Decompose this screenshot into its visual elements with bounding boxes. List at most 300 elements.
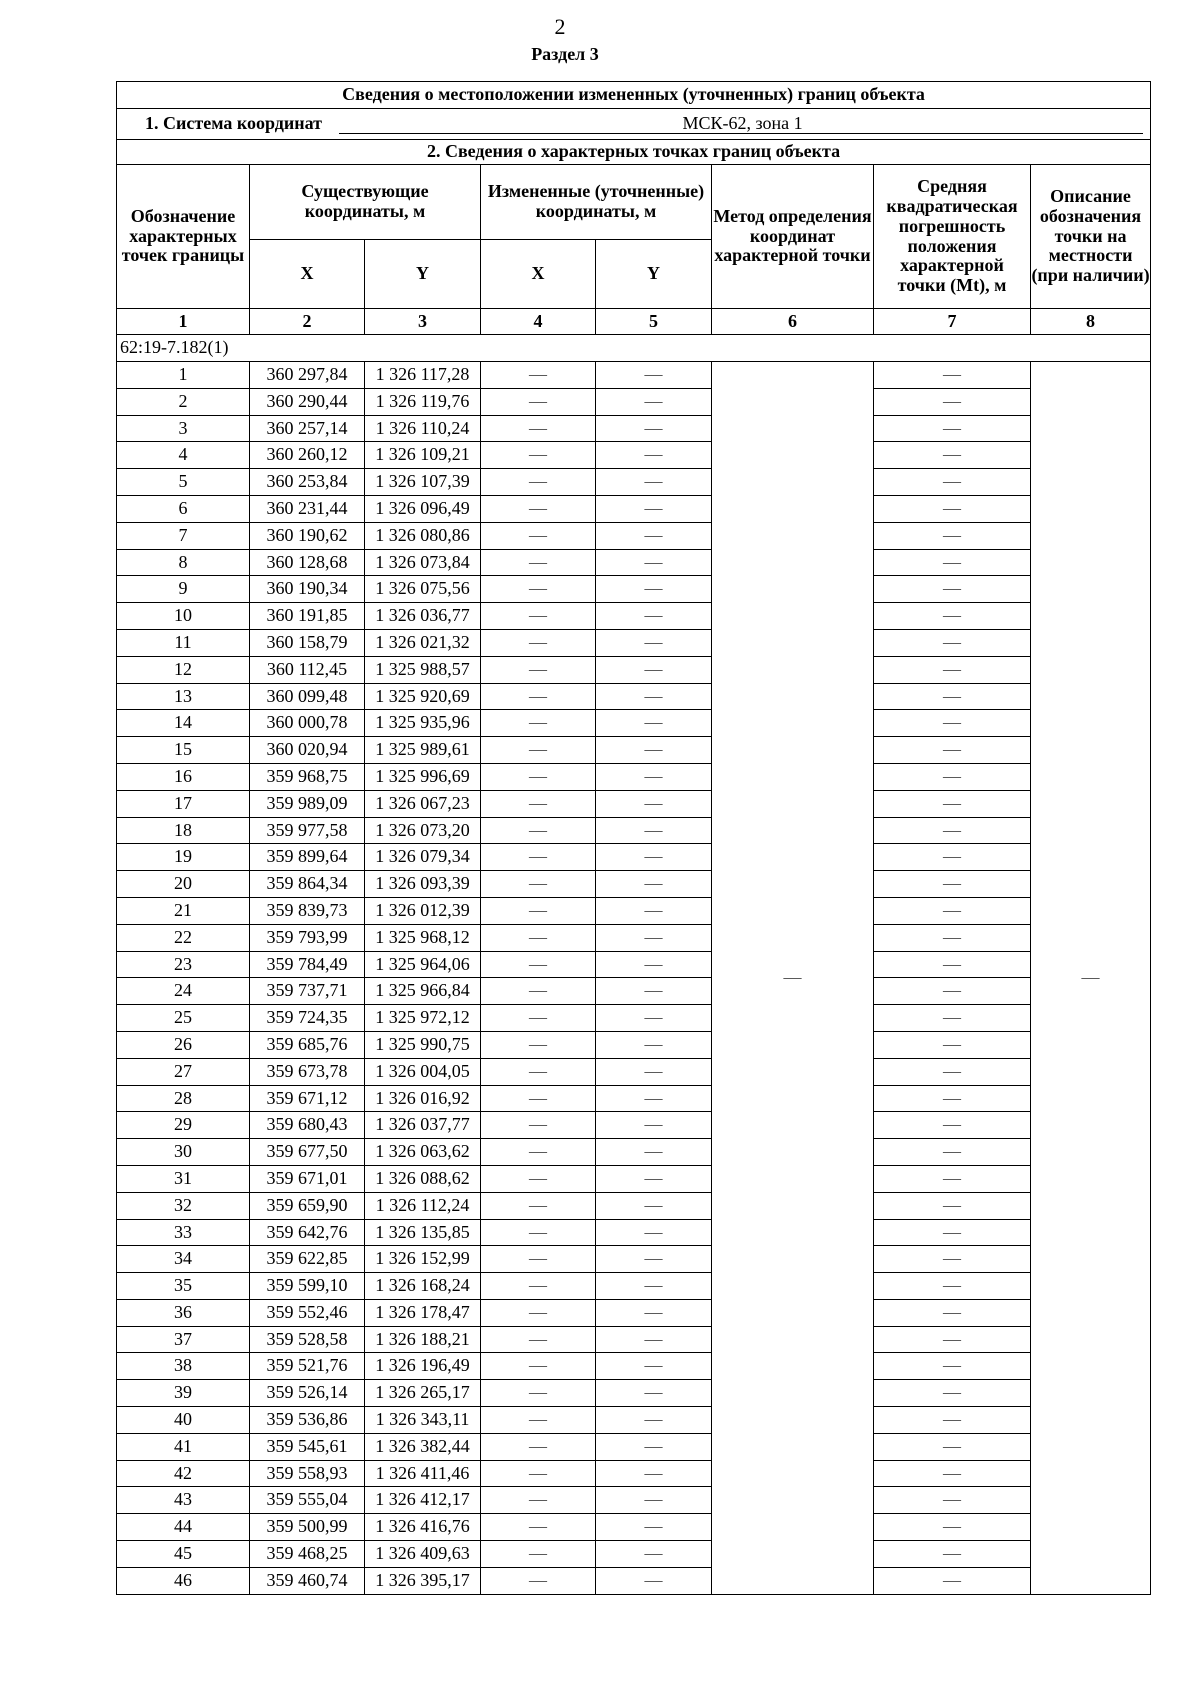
- existing-y: 1 326 395,17: [365, 1567, 481, 1594]
- table-row: [117, 844, 1151, 871]
- existing-x: 359 685,76: [250, 1031, 365, 1058]
- existing-x: 359 671,12: [250, 1085, 365, 1112]
- changed-x: —: [481, 1299, 596, 1326]
- error-mt: —: [874, 1139, 1031, 1166]
- column-number: 3: [365, 309, 481, 335]
- changed-x: —: [481, 790, 596, 817]
- changed-y: —: [596, 442, 712, 469]
- coord-system-cell: [117, 109, 1151, 140]
- boundary-points-table: [116, 81, 1151, 1595]
- existing-x: 359 737,71: [250, 978, 365, 1005]
- existing-x: 359 989,09: [250, 790, 365, 817]
- table-row: [117, 871, 1151, 898]
- point-number: 21: [117, 897, 250, 924]
- point-number: 33: [117, 1219, 250, 1246]
- point-number: 6: [117, 495, 250, 522]
- table-row: [117, 1273, 1151, 1300]
- existing-y: 1 326 343,11: [365, 1407, 481, 1434]
- changed-y: —: [596, 1353, 712, 1380]
- point-number: 17: [117, 790, 250, 817]
- changed-y: —: [596, 817, 712, 844]
- point-number: 27: [117, 1058, 250, 1085]
- changed-y: —: [596, 1487, 712, 1514]
- error-mt: —: [874, 1353, 1031, 1380]
- changed-y: —: [596, 656, 712, 683]
- error-mt: —: [874, 1433, 1031, 1460]
- changed-x: —: [481, 469, 596, 496]
- header-changed-coords: Измененные (уточненные) координаты, м: [481, 165, 712, 240]
- error-mt: —: [874, 871, 1031, 898]
- table-row: [117, 683, 1151, 710]
- error-mt: —: [874, 1246, 1031, 1273]
- changed-x: —: [481, 1085, 596, 1112]
- existing-x: 359 977,58: [250, 817, 365, 844]
- changed-x: —: [481, 1165, 596, 1192]
- existing-x: 359 555,04: [250, 1487, 365, 1514]
- column-number: 5: [596, 309, 712, 335]
- existing-x: 359 468,25: [250, 1541, 365, 1568]
- existing-y: 1 326 075,56: [365, 576, 481, 603]
- existing-y: 1 326 096,49: [365, 495, 481, 522]
- point-number: 2: [117, 388, 250, 415]
- error-mt: —: [874, 763, 1031, 790]
- existing-y: 1 326 152,99: [365, 1246, 481, 1273]
- existing-x: 360 297,84: [250, 362, 365, 389]
- changed-x: —: [481, 871, 596, 898]
- changed-x: —: [481, 924, 596, 951]
- changed-x: —: [481, 656, 596, 683]
- existing-y: 1 326 036,77: [365, 603, 481, 630]
- existing-y: 1 326 067,23: [365, 790, 481, 817]
- error-mt: —: [874, 1219, 1031, 1246]
- existing-y: 1 326 135,85: [365, 1219, 481, 1246]
- changed-y: —: [596, 1433, 712, 1460]
- existing-x: 359 968,75: [250, 763, 365, 790]
- error-mt: —: [874, 1514, 1031, 1541]
- table-row: [117, 1567, 1151, 1594]
- existing-y: 1 326 119,76: [365, 388, 481, 415]
- point-number: 1: [117, 362, 250, 389]
- header-existing-x: X: [250, 240, 365, 309]
- table-row: [117, 495, 1151, 522]
- existing-y: 1 325 996,69: [365, 763, 481, 790]
- table-row: [117, 978, 1151, 1005]
- point-number: 31: [117, 1165, 250, 1192]
- error-mt: —: [874, 603, 1031, 630]
- existing-x: 359 552,46: [250, 1299, 365, 1326]
- point-number: 24: [117, 978, 250, 1005]
- changed-x: —: [481, 737, 596, 764]
- changed-x: —: [481, 388, 596, 415]
- changed-x: —: [481, 1380, 596, 1407]
- changed-y: —: [596, 763, 712, 790]
- error-mt: —: [874, 924, 1031, 951]
- existing-y: 1 325 989,61: [365, 737, 481, 764]
- changed-y: —: [596, 1058, 712, 1085]
- existing-x: 360 260,12: [250, 442, 365, 469]
- existing-x: 360 128,68: [250, 549, 365, 576]
- point-number: 15: [117, 737, 250, 764]
- changed-y: —: [596, 1085, 712, 1112]
- existing-y: 1 326 109,21: [365, 442, 481, 469]
- changed-x: —: [481, 549, 596, 576]
- existing-x: 359 545,61: [250, 1433, 365, 1460]
- table-title: Сведения о местоположении измененных (уточненных) границ объекта: [117, 82, 1151, 109]
- point-number: 39: [117, 1380, 250, 1407]
- existing-x: 360 190,34: [250, 576, 365, 603]
- error-mt: —: [874, 978, 1031, 1005]
- changed-y: —: [596, 1219, 712, 1246]
- error-mt: —: [874, 1567, 1031, 1594]
- existing-x: 359 673,78: [250, 1058, 365, 1085]
- point-number: 13: [117, 683, 250, 710]
- changed-x: —: [481, 1353, 596, 1380]
- changed-x: —: [481, 1058, 596, 1085]
- existing-y: 1 325 968,12: [365, 924, 481, 951]
- changed-y: —: [596, 522, 712, 549]
- existing-x: 359 558,93: [250, 1460, 365, 1487]
- changed-y: —: [596, 362, 712, 389]
- table-row: [117, 522, 1151, 549]
- section-title: Раздел 3: [531, 44, 599, 64]
- error-mt: —: [874, 362, 1031, 389]
- table-row: [117, 763, 1151, 790]
- error-mt: —: [874, 1460, 1031, 1487]
- point-number: 7: [117, 522, 250, 549]
- existing-x: 359 536,86: [250, 1407, 365, 1434]
- header-description: Описание обозначения точки на местности (при наличии): [1031, 165, 1151, 309]
- changed-y: —: [596, 1326, 712, 1353]
- changed-x: —: [481, 1541, 596, 1568]
- header-existing-y: Y: [365, 240, 481, 309]
- existing-x: 360 257,14: [250, 415, 365, 442]
- existing-x: 359 659,90: [250, 1192, 365, 1219]
- table-row: [117, 1031, 1151, 1058]
- table-row: [117, 1380, 1151, 1407]
- changed-y: —: [596, 495, 712, 522]
- point-number: 12: [117, 656, 250, 683]
- table-row: [117, 1407, 1151, 1434]
- existing-y: 1 326 382,44: [365, 1433, 481, 1460]
- table-row: [117, 656, 1151, 683]
- point-number: 11: [117, 629, 250, 656]
- error-mt: —: [874, 1407, 1031, 1434]
- changed-y: —: [596, 710, 712, 737]
- changed-y: —: [596, 1005, 712, 1032]
- changed-y: —: [596, 1246, 712, 1273]
- changed-x: —: [481, 415, 596, 442]
- table-row: [117, 576, 1151, 603]
- changed-x: —: [481, 629, 596, 656]
- point-number: 3: [117, 415, 250, 442]
- error-mt: —: [874, 1085, 1031, 1112]
- changed-y: —: [596, 897, 712, 924]
- changed-x: —: [481, 710, 596, 737]
- changed-x: —: [481, 1514, 596, 1541]
- table-row: [117, 469, 1151, 496]
- point-number: 20: [117, 871, 250, 898]
- changed-y: —: [596, 683, 712, 710]
- changed-x: —: [481, 1246, 596, 1273]
- changed-x: —: [481, 1005, 596, 1032]
- error-mt: —: [874, 656, 1031, 683]
- existing-x: 359 599,10: [250, 1273, 365, 1300]
- table-row: [117, 1460, 1151, 1487]
- error-mt: —: [874, 1487, 1031, 1514]
- error-mt: —: [874, 737, 1031, 764]
- changed-y: —: [596, 1165, 712, 1192]
- table-row: [117, 1112, 1151, 1139]
- existing-y: 1 325 972,12: [365, 1005, 481, 1032]
- existing-x: 359 864,34: [250, 871, 365, 898]
- changed-x: —: [481, 362, 596, 389]
- changed-x: —: [481, 844, 596, 871]
- point-number: 40: [117, 1407, 250, 1434]
- table-row: [117, 1085, 1151, 1112]
- section2-title: 2. Сведения о характерных точках границ объекта: [117, 140, 1151, 165]
- changed-y: —: [596, 1514, 712, 1541]
- point-number: 41: [117, 1433, 250, 1460]
- existing-x: 359 680,43: [250, 1112, 365, 1139]
- point-number: 29: [117, 1112, 250, 1139]
- column-number: 7: [874, 309, 1031, 335]
- existing-x: 359 671,01: [250, 1165, 365, 1192]
- changed-y: —: [596, 469, 712, 496]
- existing-x: 360 099,48: [250, 683, 365, 710]
- existing-y: 1 326 110,24: [365, 415, 481, 442]
- point-number: 30: [117, 1139, 250, 1166]
- error-mt: —: [874, 1541, 1031, 1568]
- error-mt: —: [874, 844, 1031, 871]
- table-row: [117, 1192, 1151, 1219]
- point-number: 34: [117, 1246, 250, 1273]
- table-row: [117, 1326, 1151, 1353]
- changed-y: —: [596, 1541, 712, 1568]
- changed-y: —: [596, 388, 712, 415]
- changed-y: —: [596, 1380, 712, 1407]
- error-mt: —: [874, 683, 1031, 710]
- existing-y: 1 326 012,39: [365, 897, 481, 924]
- existing-y: 1 326 063,62: [365, 1139, 481, 1166]
- changed-y: —: [596, 737, 712, 764]
- existing-y: 1 326 188,21: [365, 1326, 481, 1353]
- table-row: [117, 1246, 1151, 1273]
- existing-y: 1 326 079,34: [365, 844, 481, 871]
- existing-y: 1 326 080,86: [365, 522, 481, 549]
- changed-x: —: [481, 763, 596, 790]
- error-mt: —: [874, 951, 1031, 978]
- coord-system-label: 1. Система координат: [145, 112, 322, 133]
- point-number: 38: [117, 1353, 250, 1380]
- changed-x: —: [481, 897, 596, 924]
- existing-x: 360 158,79: [250, 629, 365, 656]
- changed-x: —: [481, 1273, 596, 1300]
- point-number: 9: [117, 576, 250, 603]
- point-number: 43: [117, 1487, 250, 1514]
- existing-x: 359 793,99: [250, 924, 365, 951]
- header-method: Метод определения координат характерной точки: [712, 165, 874, 309]
- changed-y: —: [596, 603, 712, 630]
- existing-y: 1 326 196,49: [365, 1353, 481, 1380]
- existing-x: 359 622,85: [250, 1246, 365, 1273]
- method-cell: —: [712, 362, 874, 1595]
- changed-x: —: [481, 817, 596, 844]
- parcel-id: 62:19-7.182(1): [117, 335, 1151, 362]
- existing-y: 1 326 411,46: [365, 1460, 481, 1487]
- existing-x: 359 642,76: [250, 1219, 365, 1246]
- table-row: [117, 897, 1151, 924]
- changed-x: —: [481, 1567, 596, 1594]
- error-mt: —: [874, 549, 1031, 576]
- table-row: [117, 817, 1151, 844]
- point-number: 32: [117, 1192, 250, 1219]
- point-number: 19: [117, 844, 250, 871]
- description-cell: —: [1031, 362, 1151, 1595]
- changed-x: —: [481, 1487, 596, 1514]
- changed-x: —: [481, 1219, 596, 1246]
- changed-x: —: [481, 1460, 596, 1487]
- point-number: 45: [117, 1541, 250, 1568]
- error-mt: —: [874, 629, 1031, 656]
- point-number: 42: [117, 1460, 250, 1487]
- table-row: [117, 924, 1151, 951]
- changed-x: —: [481, 1433, 596, 1460]
- table-row: [117, 362, 1151, 389]
- existing-x: 359 677,50: [250, 1139, 365, 1166]
- error-mt: —: [874, 576, 1031, 603]
- point-number: 37: [117, 1326, 250, 1353]
- existing-x: 360 191,85: [250, 603, 365, 630]
- table-row: [117, 549, 1151, 576]
- existing-y: 1 326 093,39: [365, 871, 481, 898]
- error-mt: —: [874, 442, 1031, 469]
- error-mt: —: [874, 415, 1031, 442]
- changed-y: —: [596, 1407, 712, 1434]
- existing-x: 359 899,64: [250, 844, 365, 871]
- table-row: [117, 603, 1151, 630]
- error-mt: —: [874, 1273, 1031, 1300]
- table-row: [117, 1353, 1151, 1380]
- existing-x: 359 521,76: [250, 1353, 365, 1380]
- changed-x: —: [481, 442, 596, 469]
- changed-x: —: [481, 951, 596, 978]
- changed-y: —: [596, 1192, 712, 1219]
- existing-y: 1 326 088,62: [365, 1165, 481, 1192]
- point-number: 16: [117, 763, 250, 790]
- changed-x: —: [481, 495, 596, 522]
- column-number: 8: [1031, 309, 1151, 335]
- table-row: [117, 1487, 1151, 1514]
- existing-y: 1 325 920,69: [365, 683, 481, 710]
- point-number: 23: [117, 951, 250, 978]
- changed-y: —: [596, 1460, 712, 1487]
- table-row: [117, 1165, 1151, 1192]
- changed-x: —: [481, 1139, 596, 1166]
- header-changed-y: Y: [596, 240, 712, 309]
- point-number: 22: [117, 924, 250, 951]
- existing-y: 1 326 416,76: [365, 1514, 481, 1541]
- point-number: 28: [117, 1085, 250, 1112]
- error-mt: —: [874, 495, 1031, 522]
- error-mt: —: [874, 1058, 1031, 1085]
- table-row: [117, 1541, 1151, 1568]
- table-row: [117, 415, 1151, 442]
- error-mt: —: [874, 817, 1031, 844]
- existing-y: 1 325 935,96: [365, 710, 481, 737]
- existing-y: 1 325 988,57: [365, 656, 481, 683]
- error-mt: —: [874, 1299, 1031, 1326]
- changed-y: —: [596, 790, 712, 817]
- changed-y: —: [596, 549, 712, 576]
- point-number: 18: [117, 817, 250, 844]
- existing-y: 1 325 990,75: [365, 1031, 481, 1058]
- changed-y: —: [596, 1112, 712, 1139]
- header-changed-x: X: [481, 240, 596, 309]
- point-number: 36: [117, 1299, 250, 1326]
- header-point-designation: Обозначение характерных точек границы: [117, 165, 250, 309]
- existing-y: 1 326 412,17: [365, 1487, 481, 1514]
- existing-y: 1 325 966,84: [365, 978, 481, 1005]
- changed-x: —: [481, 978, 596, 1005]
- table-row: [117, 388, 1151, 415]
- changed-y: —: [596, 1273, 712, 1300]
- changed-y: —: [596, 415, 712, 442]
- existing-y: 1 325 964,06: [365, 951, 481, 978]
- existing-y: 1 326 107,39: [365, 469, 481, 496]
- changed-y: —: [596, 1299, 712, 1326]
- table-row: [117, 1219, 1151, 1246]
- point-number: 46: [117, 1567, 250, 1594]
- table-row: [117, 629, 1151, 656]
- existing-y: 1 326 021,32: [365, 629, 481, 656]
- table-row: [117, 1058, 1151, 1085]
- existing-y: 1 326 073,84: [365, 549, 481, 576]
- changed-x: —: [481, 1031, 596, 1058]
- column-number: 2: [250, 309, 365, 335]
- existing-y: 1 326 073,20: [365, 817, 481, 844]
- existing-x: 359 526,14: [250, 1380, 365, 1407]
- error-mt: —: [874, 1005, 1031, 1032]
- existing-y: 1 326 037,77: [365, 1112, 481, 1139]
- point-number: 14: [117, 710, 250, 737]
- existing-x: 359 784,49: [250, 951, 365, 978]
- changed-x: —: [481, 1192, 596, 1219]
- changed-y: —: [596, 951, 712, 978]
- changed-y: —: [596, 576, 712, 603]
- changed-y: —: [596, 1139, 712, 1166]
- existing-x: 360 190,62: [250, 522, 365, 549]
- table-row: [117, 1514, 1151, 1541]
- existing-x: 359 500,99: [250, 1514, 365, 1541]
- existing-x: 360 000,78: [250, 710, 365, 737]
- changed-x: —: [481, 1112, 596, 1139]
- table-row: [117, 790, 1151, 817]
- error-mt: —: [874, 1165, 1031, 1192]
- header-error: Средняя квадратическая погрешность положения характерной точки (Mt), м: [874, 165, 1031, 309]
- error-mt: —: [874, 1031, 1031, 1058]
- changed-y: —: [596, 629, 712, 656]
- error-mt: —: [874, 710, 1031, 737]
- existing-x: 360 020,94: [250, 737, 365, 764]
- existing-x: 360 253,84: [250, 469, 365, 496]
- table-row: [117, 1139, 1151, 1166]
- existing-y: 1 326 004,05: [365, 1058, 481, 1085]
- existing-y: 1 326 168,24: [365, 1273, 481, 1300]
- existing-x: 359 460,74: [250, 1567, 365, 1594]
- column-number: 1: [117, 309, 250, 335]
- existing-y: 1 326 112,24: [365, 1192, 481, 1219]
- changed-y: —: [596, 1031, 712, 1058]
